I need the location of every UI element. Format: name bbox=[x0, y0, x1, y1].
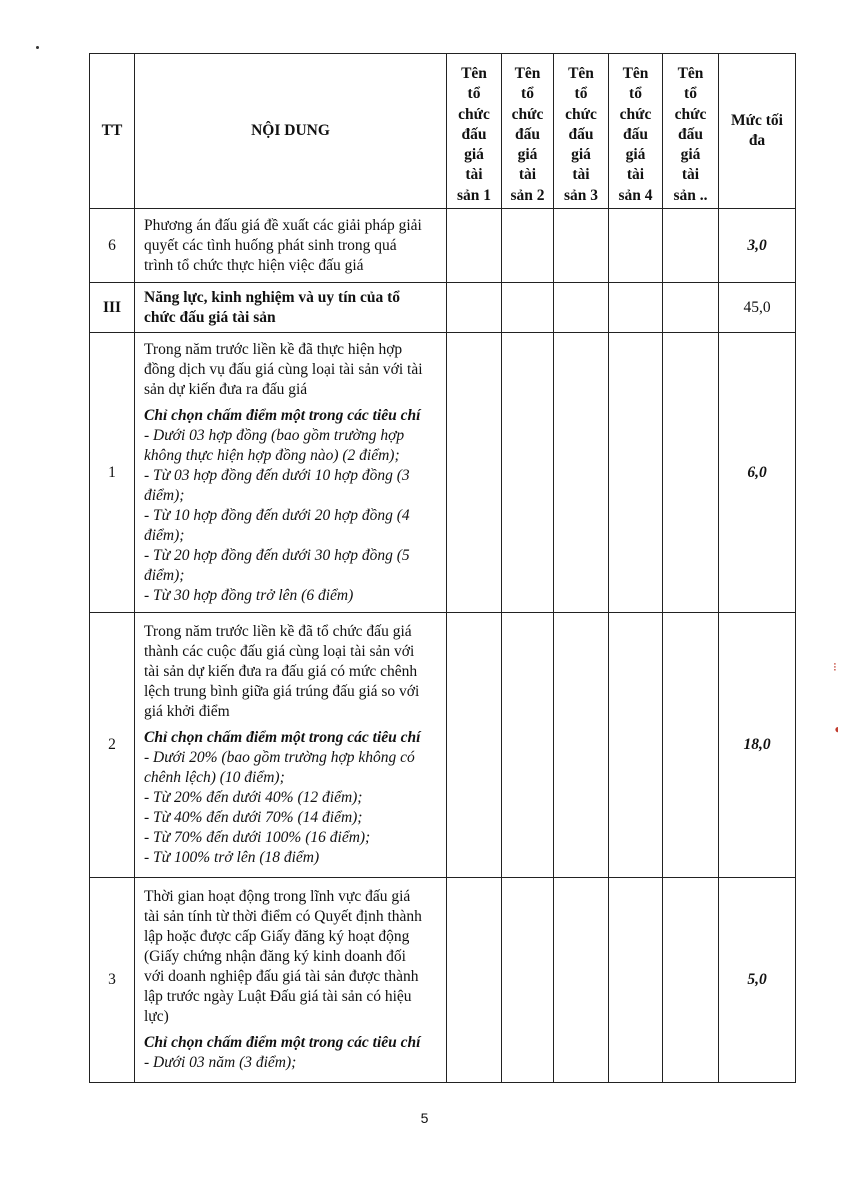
row-max: 18,0 bbox=[719, 613, 796, 878]
row-content: Trong năm trước liền kề đã thực hiện hợp đồng dịch vụ đấu giá cùng loại tài sản với tài sản dự kiến đưa ra đấu giá Chỉ chọn chấm điểm một trong các tiêu chí - Dưới 03 hợp đồng (bao gồm trường hợp không thực hiện hợp đồng nào) (2 điểm); - Từ 03 hợp đồng đến dưới 10 hợp đồng (3 điểm); - Từ 10 hợp đồng đến dưới 20 hợp đồng (4 điểm); - Từ 20 hợp đồng đến dưới 30 hợp đồng (5 điểm); - Từ 30 hợp đồng trở lên (6 điểm) bbox=[135, 333, 447, 613]
score-cell bbox=[663, 333, 719, 613]
row-tt: III bbox=[90, 283, 135, 333]
score-cell bbox=[502, 613, 554, 878]
table-row bbox=[90, 333, 796, 613]
score-cell bbox=[554, 283, 609, 333]
row-tt: 3 bbox=[90, 878, 135, 1083]
header-max: Mức tối đa bbox=[719, 54, 796, 209]
scan-speck bbox=[36, 46, 39, 49]
scoring-table bbox=[89, 53, 796, 1083]
row-content: Năng lực, kinh nghiệm và uy tín của tổ chức đấu giá tài sản bbox=[135, 283, 447, 333]
score-cell bbox=[663, 613, 719, 878]
score-cell bbox=[447, 878, 502, 1083]
score-cell bbox=[663, 209, 719, 283]
header-org-2: Tên tổ chức đấu giá tài sản 2 bbox=[502, 54, 554, 209]
table-header-row bbox=[90, 54, 796, 209]
score-cell bbox=[502, 283, 554, 333]
row-max: 5,0 bbox=[719, 878, 796, 1083]
table-row bbox=[90, 613, 796, 878]
header-content: NỘI DUNG bbox=[135, 54, 447, 209]
header-org-1: Tên tổ chức đấu giá tài sản 1 bbox=[447, 54, 502, 209]
scan-edge-mark: ⁝ bbox=[833, 660, 837, 674]
score-cell bbox=[447, 209, 502, 283]
row-max: 3,0 bbox=[719, 209, 796, 283]
page-number: 5 bbox=[420, 1110, 429, 1126]
row-content: Trong năm trước liền kề đã tổ chức đấu giá thành các cuộc đấu giá cùng loại tài sản với tài sản dự kiến đưa ra đấu giá có mức chênh lệch trung bình giữa giá trúng đấu giá so với giá khởi điểm Chỉ chọn chấm điểm một trong các tiêu chí - Dưới 20% (bao gồm trường hợp không có chênh lệch) (10 điểm); - Từ 20% đến dưới 40% (12 điểm); - Từ 40% đến dưới 70% (14 điểm); - Từ 70% đến dưới 100% (16 điểm); - Từ 100% trở lên (18 điểm) bbox=[135, 613, 447, 878]
row-tt: 1 bbox=[90, 333, 135, 613]
score-cell bbox=[554, 613, 609, 878]
score-cell bbox=[447, 283, 502, 333]
table-row bbox=[90, 878, 796, 1083]
score-cell bbox=[554, 878, 609, 1083]
header-org-5: Tên tổ chức đấu giá tài sản .. bbox=[663, 54, 719, 209]
score-cell bbox=[663, 878, 719, 1083]
score-cell bbox=[447, 613, 502, 878]
score-cell bbox=[502, 333, 554, 613]
score-cell bbox=[609, 878, 663, 1083]
score-cell bbox=[609, 283, 663, 333]
score-cell bbox=[447, 333, 502, 613]
row-max: 6,0 bbox=[719, 333, 796, 613]
header-org-4: Tên tổ chức đấu giá tài sản 4 bbox=[609, 54, 663, 209]
score-cell bbox=[554, 209, 609, 283]
row-content: Thời gian hoạt động trong lĩnh vực đấu giá tài sản tính từ thời điểm có Quyết định thành lập hoặc được cấp Giấy đăng ký hoạt động (Giấy chứng nhận đăng ký kinh doanh đối với doanh nghiệp đấu giá tài sản được thành lập trước ngày Luật Đấu giá tài sản có hiệu lực) Chỉ chọn chấm điểm một trong các tiêu chí - Dưới 03 năm (3 điểm); bbox=[135, 878, 447, 1083]
score-cell bbox=[609, 209, 663, 283]
score-cell bbox=[663, 283, 719, 333]
score-cell bbox=[609, 333, 663, 613]
table-row bbox=[90, 283, 796, 333]
row-tt: 6 bbox=[90, 209, 135, 283]
scan-edge-mark: ◖ bbox=[833, 722, 841, 736]
score-cell bbox=[554, 333, 609, 613]
header-org-3: Tên tổ chức đấu giá tài sản 3 bbox=[554, 54, 609, 209]
row-tt: 2 bbox=[90, 613, 135, 878]
header-tt: TT bbox=[90, 54, 135, 209]
score-cell bbox=[502, 209, 554, 283]
table-row bbox=[90, 209, 796, 283]
score-cell bbox=[609, 613, 663, 878]
row-content: Phương án đấu giá đề xuất các giải pháp giải quyết các tình huống phát sinh trong quá trình tổ chức thực hiện việc đấu giá bbox=[135, 209, 447, 283]
score-cell bbox=[502, 878, 554, 1083]
row-max: 45,0 bbox=[719, 283, 796, 333]
